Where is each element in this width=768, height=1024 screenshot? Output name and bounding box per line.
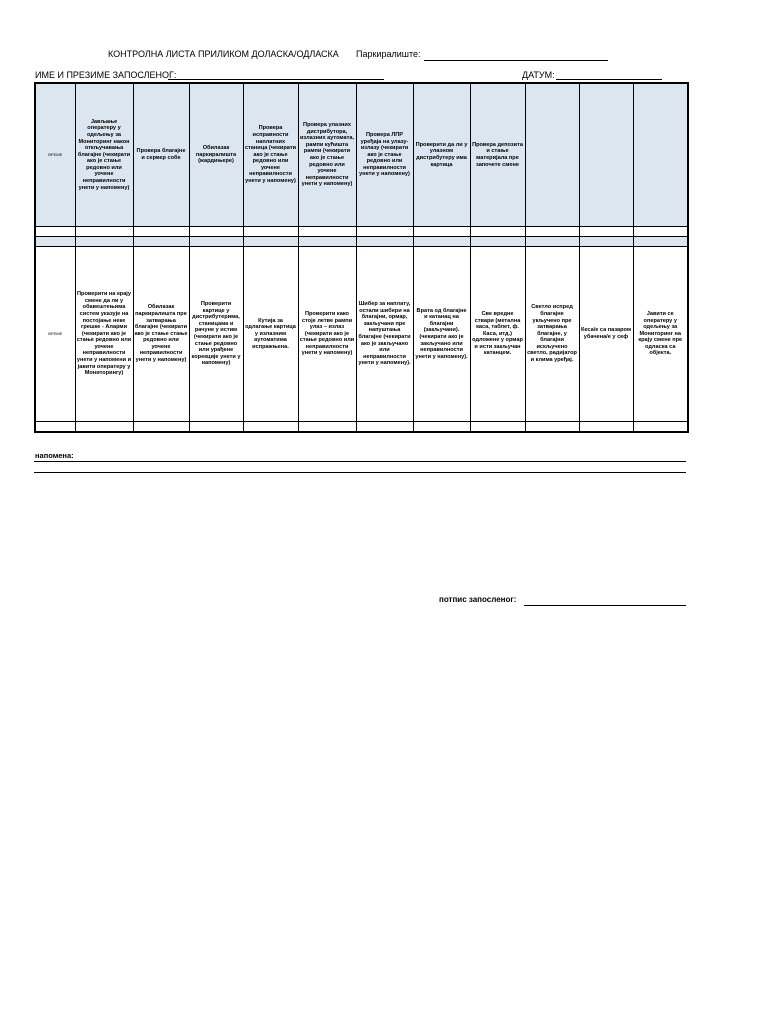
- arrival-column-header: [525, 83, 579, 227]
- entry-cell[interactable]: [356, 227, 413, 237]
- departure-column-header: Шибер за наплату, остали шибери на благајни, ормар, закључани пре напуштања благајне (чекирати ако је закључано или неправилности унети у напомену).: [356, 247, 413, 422]
- arrival-column-header: Провера депозита и стање материјала пре започете смене: [470, 83, 525, 227]
- arrival-column-header: Проверити да ли у улазном дистрибутеру има картица: [413, 83, 470, 227]
- entry-cell[interactable]: [413, 227, 470, 237]
- entry-cell[interactable]: [579, 227, 633, 237]
- notes-line[interactable]: [34, 472, 686, 473]
- arrival-entry-row: [35, 227, 688, 237]
- arrival-column-header: Обилазак паркиралишта (жардињере): [189, 83, 243, 227]
- entry-cell[interactable]: [633, 227, 688, 237]
- entry-cell[interactable]: [189, 422, 243, 433]
- entry-cell[interactable]: [243, 422, 298, 433]
- employee-name-field[interactable]: [168, 79, 384, 80]
- departure-column-header: Јавити се оператеру у одељењу за Мониторинг на крају смене пре одласка са објекта.: [633, 247, 688, 422]
- checklist-table: [34, 82, 689, 433]
- entry-cell[interactable]: [75, 422, 133, 433]
- arrival-column-header: Провера исправности наплатних станица (чекирати ако је стање редовно или уочене неправилности унети у напомену): [243, 83, 298, 227]
- departure-column-header: Све вредне ствари (метална каса, таблет, ф. Каса, итд.) одложене у ормар и исти закључан катанцем.: [470, 247, 525, 422]
- entry-cell[interactable]: [356, 422, 413, 433]
- entry-cell[interactable]: [298, 227, 356, 237]
- entry-cell[interactable]: [470, 422, 525, 433]
- entry-cell[interactable]: [633, 422, 688, 433]
- arrival-column-header: Провера благајне и сервер собе: [133, 83, 189, 227]
- departure-column-header: Обилазак паркиралишта пре затварања благајне (чекирати ако је стање стање редовно или уочене неправилности унети у напомену): [133, 247, 189, 422]
- arrival-column-header: [579, 83, 633, 227]
- arrival-header-row: [35, 83, 688, 227]
- entry-cell[interactable]: [35, 422, 75, 433]
- notes-line[interactable]: [34, 461, 686, 462]
- departure-column-header: Проверити како стоје летве рампи улаз – излаз (чекирати ако је стање редовно или неправилности унети у напомену): [298, 247, 356, 422]
- entry-cell[interactable]: [413, 422, 470, 433]
- departure-column-header: Врата од благајне и катанац на благајни (закључани). (чекирати ако је закључано или неправилности унети у напомену).: [413, 247, 470, 422]
- departure-column-header: Светло испред благајне укључено пре затварања благајне, у благајни искључено светло, радијатор и клима уређај.: [525, 247, 579, 422]
- entry-cell[interactable]: [525, 227, 579, 237]
- entry-cell[interactable]: [133, 227, 189, 237]
- entry-cell[interactable]: [525, 422, 579, 433]
- parking-field[interactable]: [424, 60, 608, 61]
- entry-cell[interactable]: [35, 227, 75, 237]
- notes-label: напомена:: [35, 451, 74, 460]
- signature-field[interactable]: [524, 605, 686, 606]
- arrival-column-header: [633, 83, 688, 227]
- departure-column-header: Кеса/е са пазаром убачена/е у сеф: [579, 247, 633, 422]
- employee-name-label: ИМЕ И ПРЕЗИМЕ ЗАПОСЛЕНОГ:: [35, 70, 177, 80]
- departure-column-header: Проверити картице у дистрибутерима, станицама и рачуне у истим (чекирати ако је стање редовно или урађене корекције унети у напомену): [189, 247, 243, 422]
- entry-cell[interactable]: [298, 422, 356, 433]
- entry-cell[interactable]: [579, 422, 633, 433]
- departure-column-header: Кутија за одлагање картица у излазним аутоматима испражњена.: [243, 247, 298, 422]
- arrival-column-header: Провера ЛПР уређаја на улазу-излазу (чекирати ако је стање редовно или неправилности унети у напомену): [356, 83, 413, 227]
- departure-entry-row: [35, 422, 688, 433]
- date-field[interactable]: [556, 79, 662, 80]
- entry-cell[interactable]: [133, 422, 189, 433]
- document-title: КОНТРОЛНА ЛИСТА ПРИЛИКОМ ДОЛАСКА/ОДЛАСКА: [108, 49, 339, 59]
- arrival-column-header: Јављање оператеру у одељењу за Мониторинг након откључавања благајне (чекирати ако је стање редовно или уочене неправилности унети у напомену): [75, 83, 133, 227]
- entry-cell[interactable]: [470, 227, 525, 237]
- separator-row: [35, 237, 688, 247]
- arrival-time-header: ВРЕМЕ: [35, 83, 75, 227]
- date-label: ДАТУМ:: [522, 70, 555, 80]
- arrival-column-header: Провера улазних дистрибутора, излазних аутомата, рампи кућишта рампи (чекирати ако је стање редовно или уочене неправилности унети у напомену): [298, 83, 356, 227]
- entry-cell[interactable]: [243, 227, 298, 237]
- entry-cell[interactable]: [75, 227, 133, 237]
- parking-label: Паркиралиште:: [356, 49, 421, 59]
- signature-label: потпис запосленог:: [439, 595, 517, 604]
- departure-column-header: Проверити на крају смене да ли у обавештењима систем указује на постојање неке грешке - Аларми (чекирати ако је стање редовно или уочене неправилности унети у напомени и јавити оператеру у Мониторингу): [75, 247, 133, 422]
- departure-time-header: ВРЕМЕ: [35, 247, 75, 422]
- departure-header-row: [35, 247, 688, 422]
- entry-cell[interactable]: [189, 227, 243, 237]
